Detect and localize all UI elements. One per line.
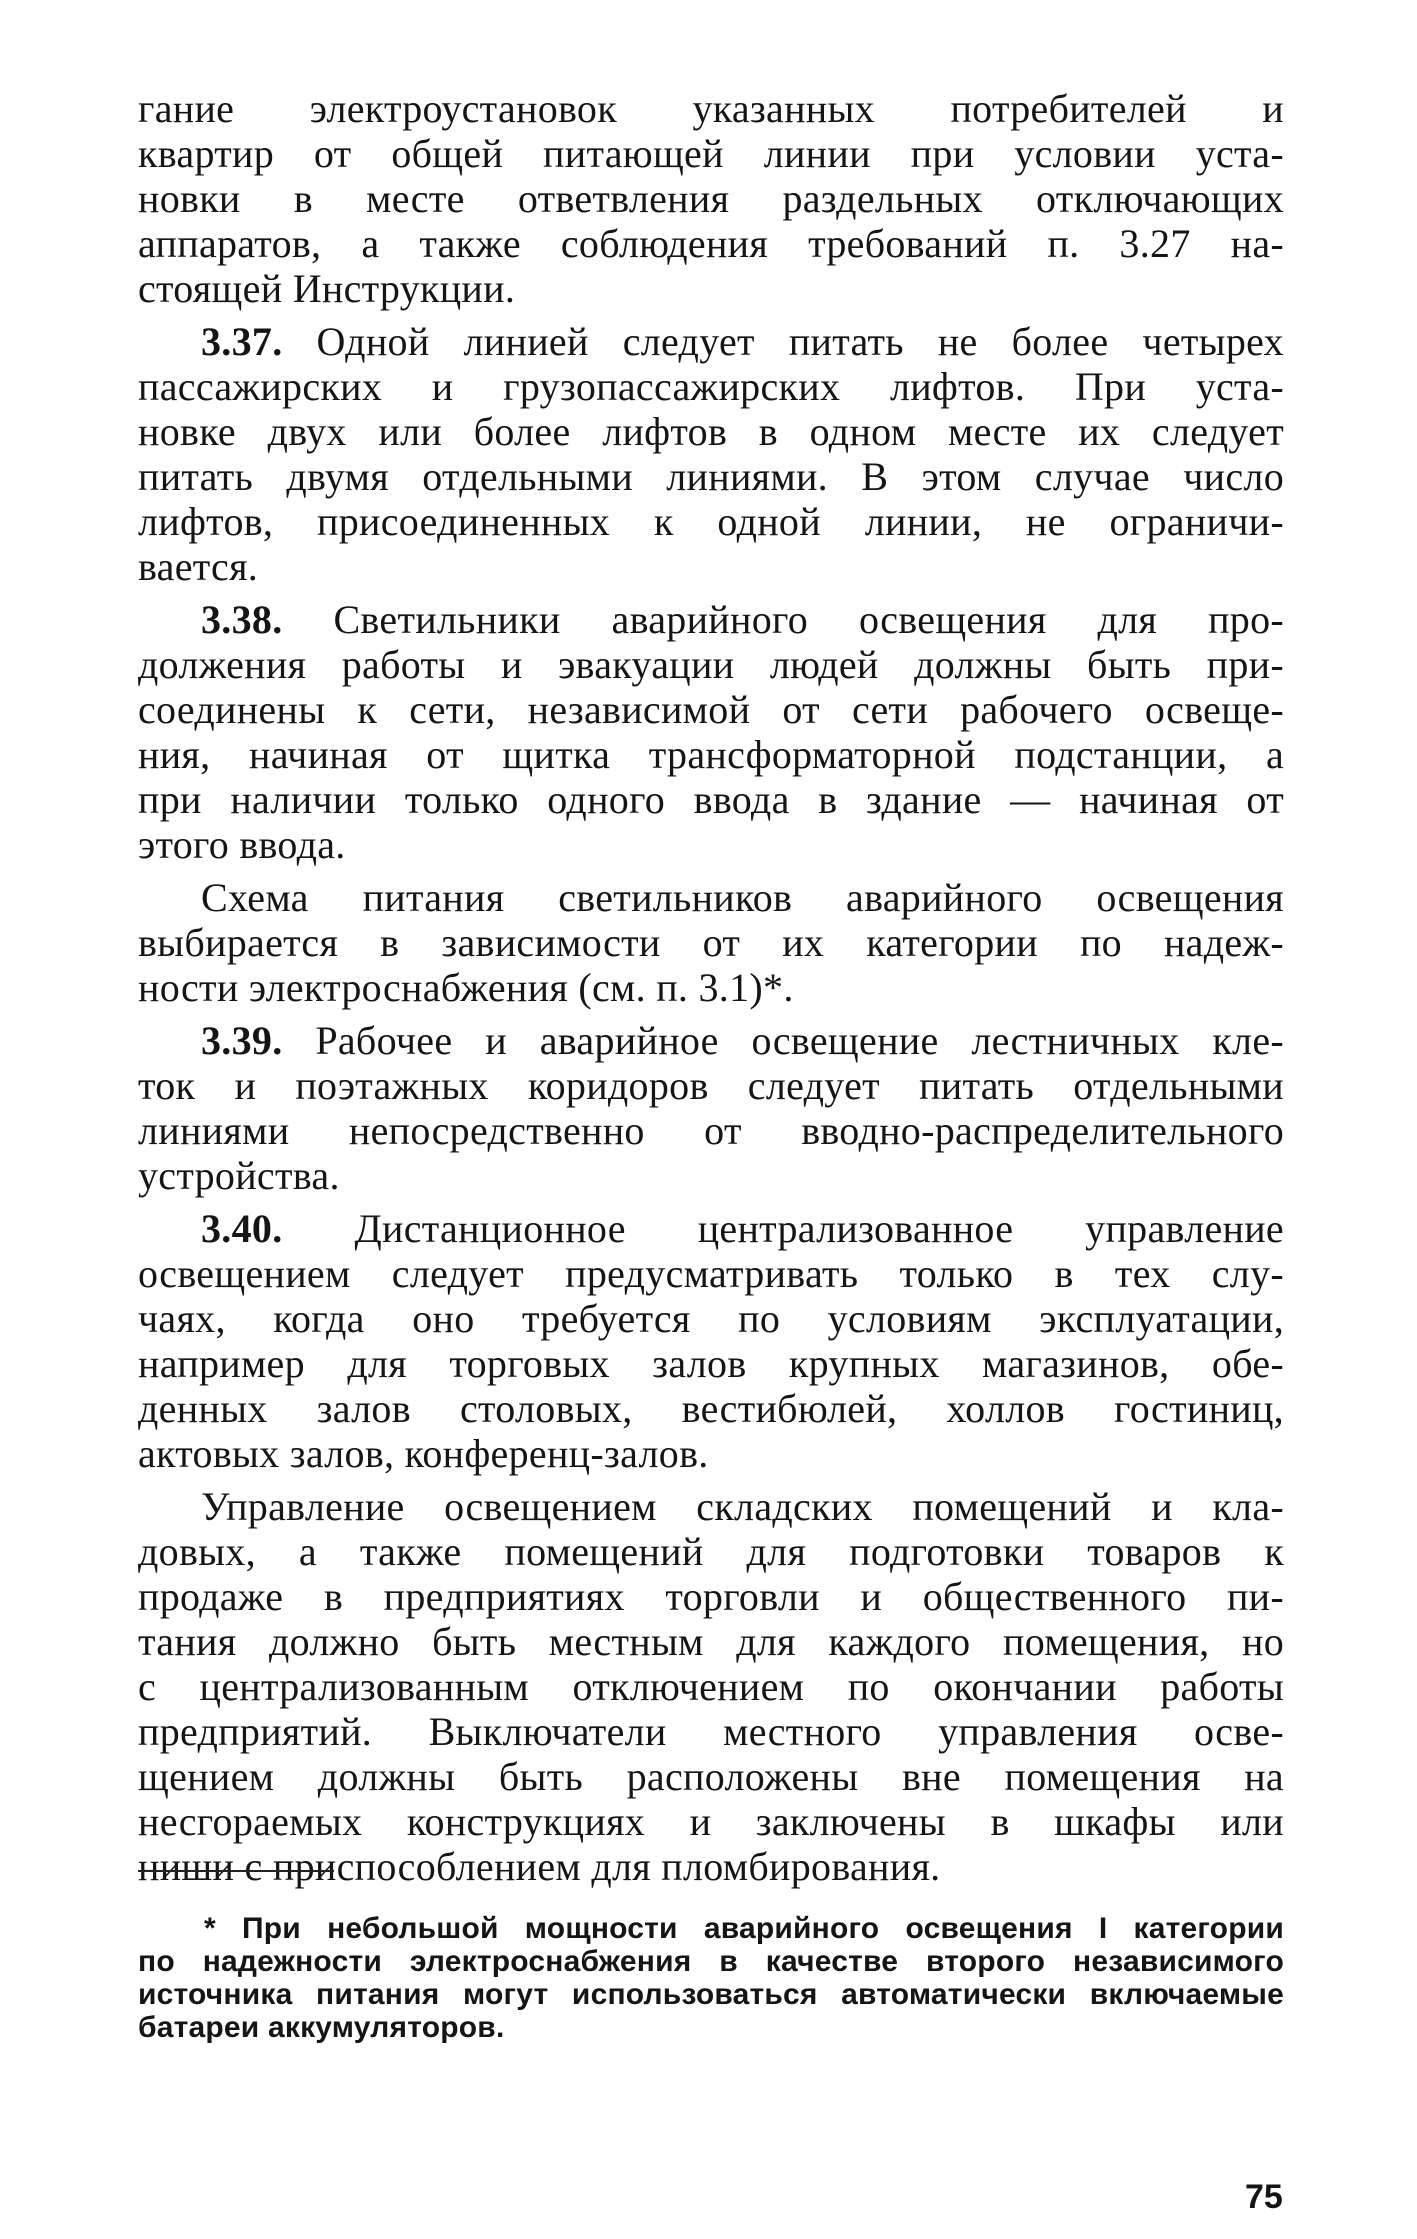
text-line: например для торговых залов крупных магазинов, обе- (138, 1341, 1284, 1386)
paragraph-number: 3.39. (201, 1018, 283, 1063)
footnote-line: по надежности электроснабжения в качестве второго независимого (138, 1945, 1284, 1978)
footnote (138, 1912, 1284, 2044)
text-line: ток и поэтажных коридоров следует питать отдельными (138, 1063, 1284, 1108)
text-line-content: Рабочее и аварийное освещение лестничных кле- (315, 1018, 1284, 1063)
text-line: актовых залов, конференц-залов. (138, 1431, 709, 1476)
footnote-separator (138, 1870, 334, 1872)
footnote-line: * При небольшой мощности аварийного освещения I категории (204, 1912, 1284, 1945)
text-line: щением должны быть расположены вне помещения на (138, 1754, 1284, 1799)
text-line: продаже в предприятиях торговли и общественного пи- (138, 1574, 1284, 1619)
text-line: чаях, когда оно требуется по условиям эксплуатации, (138, 1296, 1284, 1341)
footnote-line: источника питания могут использоваться автоматически включаемые (138, 1978, 1284, 2011)
paragraph-3-39 (138, 1018, 1284, 1198)
paragraph-number: 3.38. (201, 597, 283, 642)
text-line-content: Дистанционное централизованное управление (354, 1206, 1284, 1251)
text-line: Схема питания светильников аварийного освещения (201, 875, 1284, 920)
intro-paragraph (138, 86, 1284, 311)
text-line: ниши с приспособлением для пломбирования. (138, 1844, 941, 1889)
text-line: лифтов, присоединенных к одной линии, не ограничи- (138, 499, 1284, 544)
text-line: аппаратов, а также соблюдения требований п. 3.27 на- (138, 221, 1284, 266)
paragraph-3-38-scheme (138, 875, 1284, 1010)
text-line: при наличии только одного ввода в здание — начиная от (138, 777, 1284, 822)
page-number: 75 (1245, 2178, 1283, 2216)
text-line: стоящей Инструкции. (138, 266, 516, 311)
text-line: должения работы и эвакуации людей должны быть при- (138, 642, 1284, 687)
main-text (138, 86, 1284, 1889)
text-line: пассажирских и грузопассажирских лифтов. При уста- (138, 364, 1284, 409)
text-line: соединены к сети, независимой от сети рабочего освеще- (138, 687, 1284, 732)
text-line: питать двумя отдельными линиями. В этом случае число (138, 454, 1284, 499)
text-line: устройства. (138, 1153, 340, 1198)
paragraph-number: 3.37. (201, 319, 283, 364)
text-line: Управление освещением складских помещений и кла- (201, 1484, 1284, 1529)
text-line: денных залов столовых, вестибюлей, холлов гостиниц, (138, 1386, 1284, 1431)
text-line: ности электроснабжения (см. п. 3.1)*. (138, 965, 794, 1010)
text-line: выбирается в зависимости от их категории по надеж- (138, 920, 1284, 965)
text-line-content: Одной линией следует питать не более четырех (316, 319, 1284, 364)
text-line (138, 1206, 1284, 1251)
text-line: с централизованным отключением по окончании работы (138, 1664, 1284, 1709)
text-line: освещением следует предусматривать только в тех слу- (138, 1251, 1284, 1296)
paragraph-3-40 (138, 1206, 1284, 1476)
footnote-line: батареи аккумуляторов. (138, 2011, 505, 2044)
text-line-content: Светильники аварийного освещения для про- (333, 597, 1284, 642)
paragraph-3-40-control (138, 1484, 1284, 1889)
text-line: новке двух или более лифтов в одном месте их следует (138, 409, 1284, 454)
text-line: квартир от общей питающей линии при условии уста- (138, 131, 1284, 176)
text-line: тания должно быть местным для каждого помещения, но (138, 1619, 1284, 1664)
text-line: гание электроустановок указанных потребителей и (138, 86, 1284, 131)
text-line (138, 597, 1284, 642)
paragraph-number: 3.40. (201, 1206, 283, 1251)
text-line: этого ввода. (138, 822, 346, 867)
text-line: новки в месте ответвления раздельных отключающих (138, 176, 1284, 221)
paragraph-3-38 (138, 597, 1284, 867)
text-line: вается. (138, 544, 259, 589)
paragraph-3-37 (138, 319, 1284, 589)
text-line (138, 1018, 1284, 1063)
text-line: несгораемых конструкциях и заключены в шкафы или (138, 1799, 1284, 1844)
text-line: ния, начиная от щитка трансформаторной подстанции, а (138, 732, 1284, 777)
text-line (138, 319, 1284, 364)
text-line: довых, а также помещений для подготовки товаров к (138, 1529, 1284, 1574)
text-line: предприятий. Выключатели местного управления осве- (138, 1709, 1284, 1754)
text-line: линиями непосредственно от вводно-распределительного (138, 1108, 1284, 1153)
